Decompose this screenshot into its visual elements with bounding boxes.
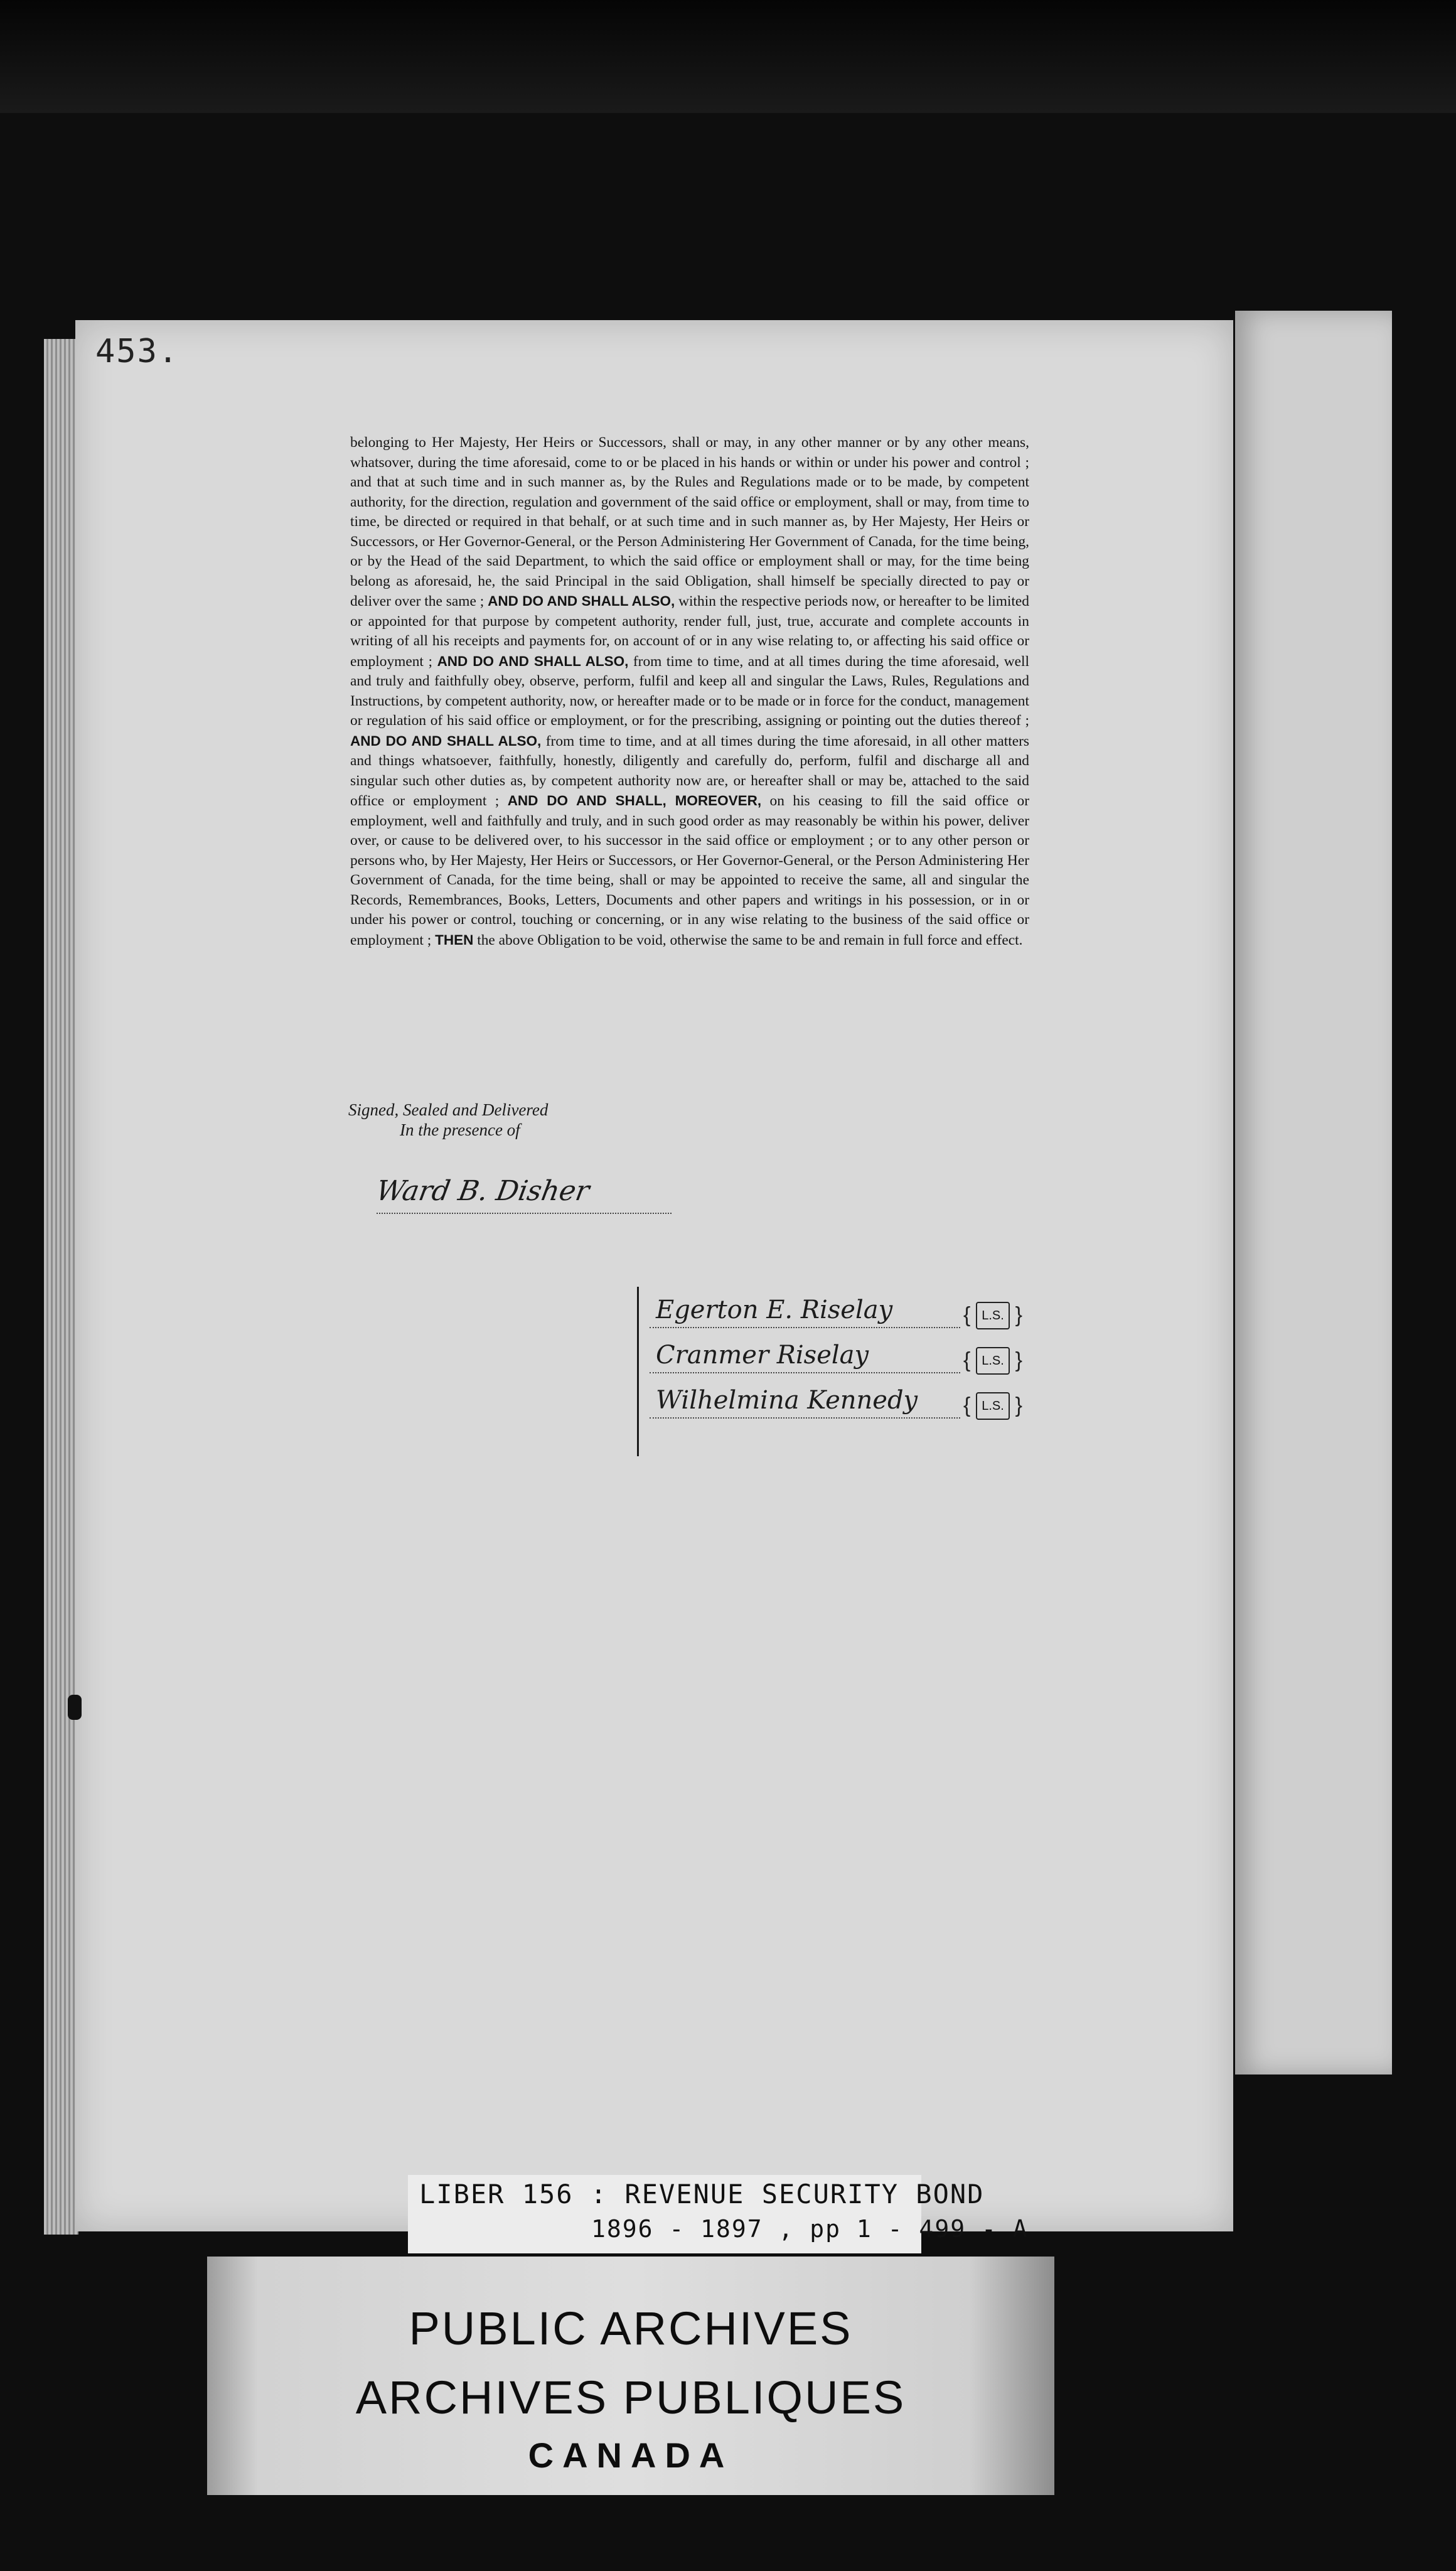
- signatories-block: [650, 1298, 1020, 1434]
- signed-line-1: Signed, Sealed and Delivered: [348, 1100, 549, 1119]
- signatory-row: [650, 1298, 1020, 1343]
- signatory-signature: Cranmer Riselay: [656, 1341, 869, 1370]
- signed-line-2: In the presence of: [400, 1120, 520, 1139]
- bond-clause-keyword: AND DO AND SHALL, MOREOVER,: [507, 793, 762, 808]
- bond-clause-text: within the respective periods now, or hereafter to be limited or appointed for that purpose by competent authority, render full, just, true, accurate and complete accounts in writing of all his receipts and payments for, on account of or in any wise relating to, or affecting his said office or employment ;: [350, 593, 1029, 670]
- bond-clause-text: from time to time, and at all times during the time aforesaid, in all other matters and things whatsoever, faithfully, honestly, diligently and carefully do, perform, fulfil and discharge all and singular such other duties as, by competent authority now are, or hereafter shall or may be, attached to the said office or employment ;: [350, 733, 1029, 809]
- signatory-signature: Wilhelmina Kennedy: [656, 1386, 918, 1415]
- bond-clause-text: on his ceasing to fill the said office or employment, well and faithfully and truly, and in such good order as may reasonably be within his power, deliver over, or cause to be delivered over, to his successor in the said office or employment ; or to any other person or persons who, by Her Majesty, Her Heirs or Successors, or Her Governor-General, or the Person Administering Her Government of Canada, for the time being, shall or may be appointed to receive the same, all and singular the Records, Remembrances, Books, Letters, Documents and other papers and writings in his possession, or in or under his power or control, touching or concerning, or in any wise relating to the business of the said office or employment ;: [350, 793, 1029, 948]
- bond-clause-keyword: THEN: [435, 931, 474, 948]
- page-number: 453.: [95, 333, 179, 370]
- signature-line: [650, 1372, 960, 1373]
- archives-stamp-line-3: CANADA: [528, 2435, 734, 2475]
- bond-clause-keyword: AND DO AND SHALL ALSO,: [488, 593, 675, 609]
- signature-line: [650, 1417, 960, 1419]
- handwritten-film-label: [408, 2175, 1029, 2253]
- archives-stamp: [207, 2257, 1054, 2495]
- film-label-line-1: LIBER 156 : REVENUE SECURITY BOND: [419, 2179, 985, 2209]
- bond-clause-text: from time to time, and at all times during the time aforesaid, well and truly and faithfully obey, observe, perform, fulfil and keep all and singular the Laws, Rules, Regulations and Instructions, by competent authority, now, or hereafter made or to be made or in force for the conduct, management or regulation of his said office or employment, or for the prescribing, assigning or pointing out the duties thereof ;: [350, 653, 1030, 729]
- archives-stamp-line-2: ARCHIVES PUBLIQUES: [355, 2371, 906, 2423]
- bond-clause-text: the above Obligation to be void, otherwise the same to be and remain in full force and effect.: [473, 931, 1023, 948]
- seal-mark: { L.S. }: [976, 1302, 1010, 1329]
- signatories-bracket: [637, 1287, 639, 1456]
- signature-line: [650, 1327, 960, 1328]
- seal-mark: { L.S. }: [976, 1347, 1010, 1375]
- seal-mark: { L.S. }: [976, 1392, 1010, 1420]
- microfilm-frame-top: [0, 0, 1456, 113]
- film-label-line-2: 1896 - 1897 , pp 1 - 499 - A: [591, 2215, 1029, 2243]
- witness-signature-line: [373, 1175, 672, 1214]
- signatory-row: [650, 1388, 1020, 1434]
- bond-clause-text: belonging to Her Majesty, Her Heirs or Successors, shall or may, in any other manner or by any other means, whatsover, during the time aforesaid, come to or be placed in his hands or within or under his power and control ; and that at such time and in such manner as, by the Rules and Regulations made or to be made, by competent authority, for the direction, regulation and government of the said office or employment, shall or may, from time to time, be directed or required in that behalf, or at such time and in such manner as, by Her Majesty, Her Heirs or Successors, or Her Governor-General, or the Person Administering Her Government of Canada, for the time being, or by the Head of the said Department, to which the said office or employment shall or may, for the time being belong as aforesaid, he, the said Principal in the said Obligation, shall himself be specially directed to pay or deliver over the same ;: [350, 434, 1029, 609]
- bond-clause-keyword: AND DO AND SHALL ALSO,: [350, 733, 542, 749]
- archives-stamp-line-1: PUBLIC ARCHIVES: [409, 2302, 853, 2354]
- witness-signature: Ward B. Disher: [373, 1175, 592, 1207]
- bond-conditions-text: [350, 433, 1029, 950]
- signatory-row: [650, 1343, 1020, 1388]
- adjacent-page: [1235, 311, 1392, 2075]
- binding-tie: [68, 1695, 82, 1720]
- signed-sealed-delivered-label: [348, 1100, 624, 1140]
- signatory-signature: Egerton E. Riselay: [656, 1296, 893, 1324]
- bond-clause-keyword: AND DO AND SHALL ALSO,: [437, 653, 629, 669]
- page-stack-edge: [44, 339, 78, 2235]
